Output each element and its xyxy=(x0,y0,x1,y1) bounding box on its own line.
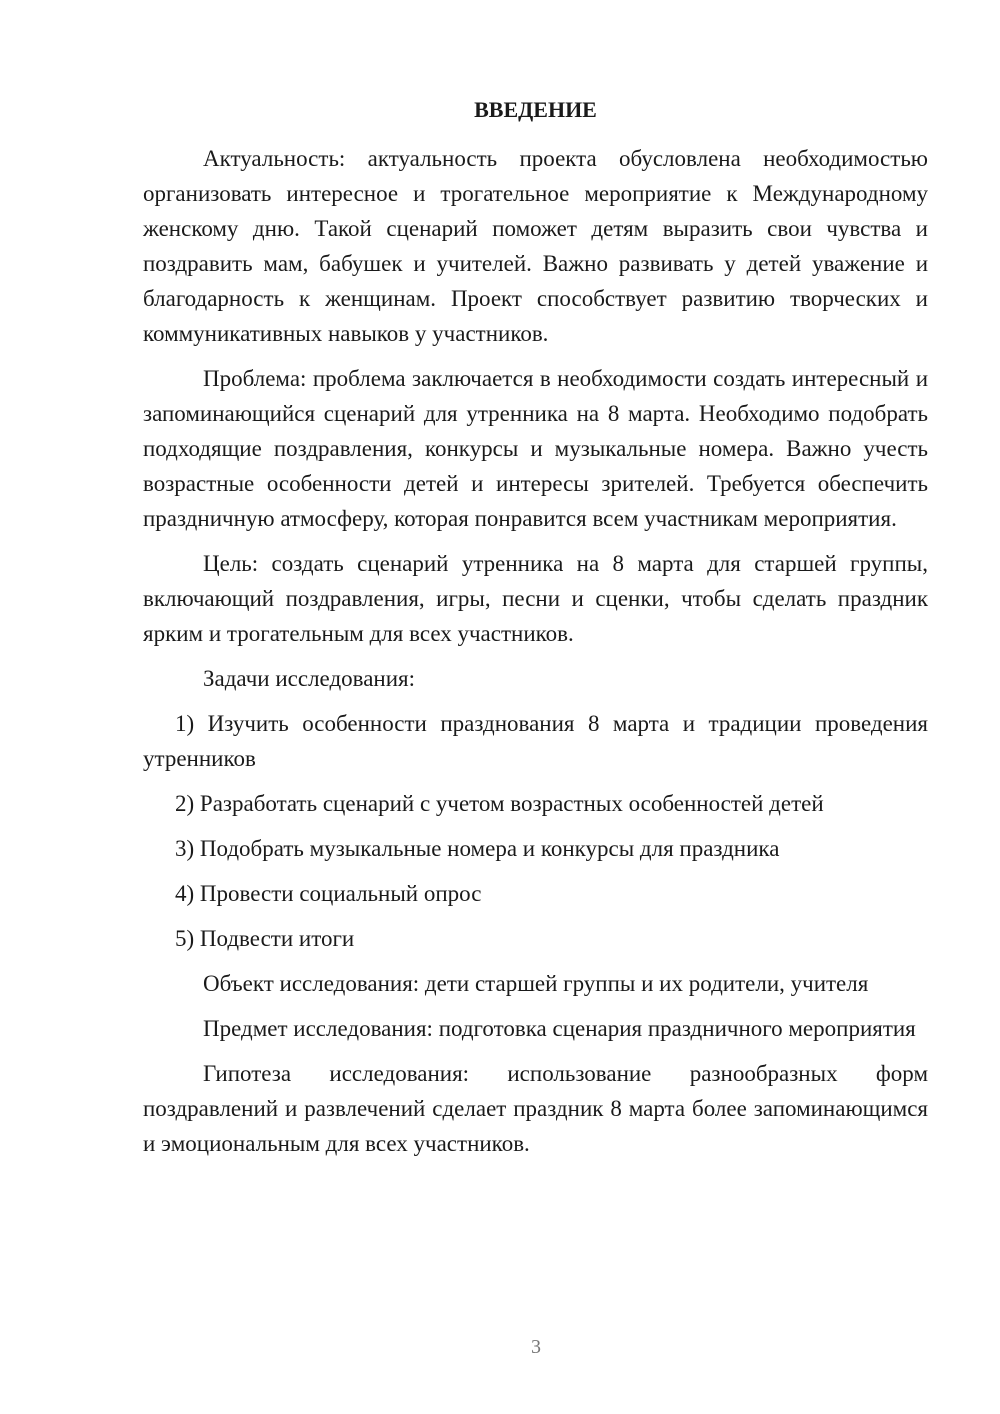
subject-paragraph: Предмет исследования: подготовка сценария праздничного мероприятия xyxy=(203,1016,916,1041)
section-heading: ВВЕДЕНИЕ xyxy=(474,97,597,122)
task-item-5: 5) Подвести итоги xyxy=(175,926,355,951)
task-item-3: 3) Подобрать музыкальные номера и конкурсы для праздника xyxy=(175,836,780,861)
page-content xyxy=(143,92,928,1171)
problem-paragraph: Проблема: проблема заключается в необходимости создать интересный и запоминающийся сценарий для утренника на 8 марта. Необходимо подобрать подходящие поздравления, конкурсы и музыкальные номера. Важно учесть возрастные особенности детей и интересы зрителей. Требуется обеспечить праздничную атмосферу, которая понравится всем участникам мероприятия. xyxy=(143,366,928,531)
hypothesis-paragraph: Гипотеза исследования: использование разнообразных форм поздравлений и развлечений сделает праздник 8 марта более запоминающимся и эмоциональным для всех участников. xyxy=(143,1061,928,1156)
goal-paragraph: Цель: создать сценарий утренника на 8 марта для старшей группы, включающий поздравления, игры, песни и сценки, чтобы сделать праздник ярким и трогательным для всех участников. xyxy=(143,551,928,646)
task-item-1: 1) Изучить особенности празднования 8 марта и традиции проведения утренников xyxy=(143,711,928,771)
tasks-title: Задачи исследования: xyxy=(203,666,416,691)
task-item-4: 4) Провести социальный опрос xyxy=(175,881,482,906)
relevance-paragraph: Актуальность: актуальность проекта обусловлена необходимостью организовать интересное и трогательное мероприятие к Международному женскому дню. Такой сценарий поможет детям выразить свои чувства и поздравить мам, бабушек и учителей. Важно развивать у детей уважение и благодарность к женщинам. Проект способствует развитию творческих и коммуникативных навыков у участников. xyxy=(143,146,928,346)
task-item-2: 2) Разработать сценарий с учетом возрастных особенностей детей xyxy=(175,791,824,816)
object-paragraph: Объект исследования: дети старшей группы и их родители, учителя xyxy=(203,971,869,996)
page-number: 3 xyxy=(531,1336,541,1358)
